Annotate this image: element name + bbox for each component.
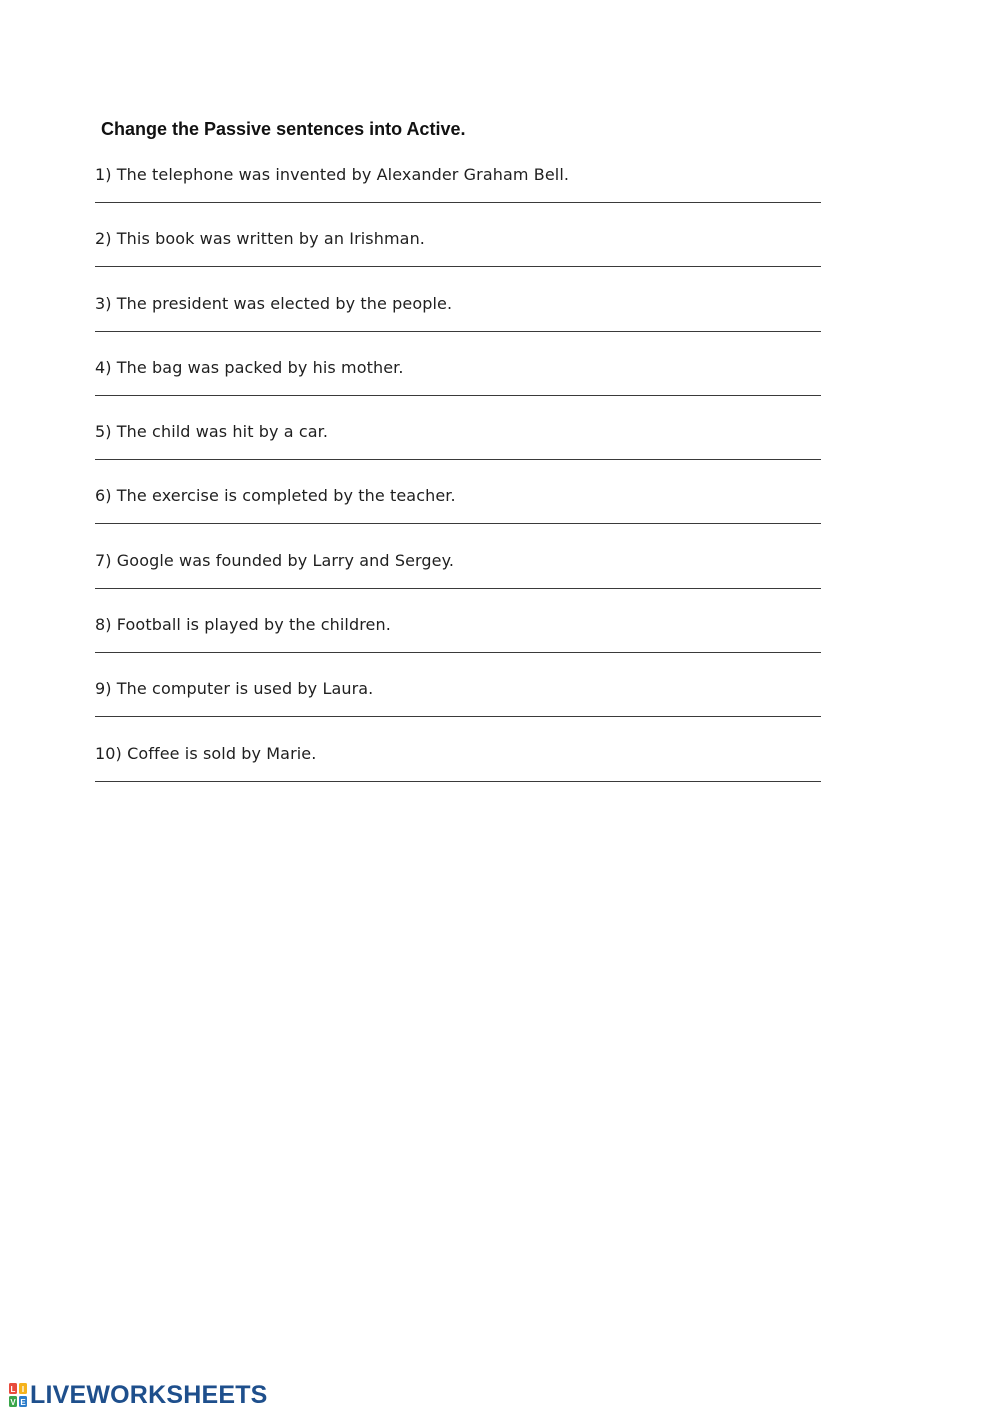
svg-text:I: I (21, 1385, 25, 1394)
question-list (95, 164, 821, 807)
question-text: 1) The telephone was invented by Alexander Graham Bell. (95, 165, 570, 184)
svg-text:E: E (20, 1398, 26, 1407)
question-item (95, 293, 821, 357)
question-text: 5) The child was hit by a car. (95, 422, 329, 442)
question-text: 9) The computer is used by Laura. (95, 679, 374, 699)
question-item (95, 228, 821, 292)
answer-line[interactable] (95, 588, 821, 589)
question-item (95, 678, 821, 742)
answer-line[interactable] (95, 716, 821, 717)
question-item (95, 421, 821, 485)
svg-text:L: L (10, 1385, 16, 1394)
question-item (95, 743, 821, 807)
answer-line[interactable] (95, 331, 821, 332)
liveworksheets-logo[interactable] (8, 1381, 268, 1409)
question-text: 4) The bag was packed by his mother. (95, 357, 404, 377)
answer-line[interactable] (95, 652, 821, 653)
question-item (95, 614, 821, 678)
question-text: 7) Google was founded by Larry and Sergey. (95, 550, 455, 570)
question-item (95, 485, 821, 549)
answer-line[interactable] (95, 781, 821, 782)
answer-line[interactable] (95, 395, 821, 396)
question-item (95, 357, 821, 421)
question-item (95, 550, 821, 614)
question-text: 2) This book was written by an Irishman. (95, 229, 425, 249)
question-text: 8) Football is played by the children. (95, 615, 391, 635)
answer-line[interactable] (95, 459, 821, 460)
answer-line[interactable] (95, 266, 821, 267)
question-text: 6) The exercise is completed by the teacher. (95, 486, 456, 506)
answer-line[interactable] (95, 523, 821, 524)
page-title: Change the Passive sentences into Active. (101, 119, 466, 139)
question-text: 3) The president was elected by the people. (95, 293, 453, 313)
svg-text:V: V (10, 1398, 16, 1407)
question-item (95, 164, 821, 228)
question-text: 10) Coffee is sold by Marie. (95, 743, 317, 763)
brand-name: LIVEWORKSHEETS (30, 1381, 268, 1409)
liveworksheets-blocks-icon (8, 1382, 28, 1408)
answer-line[interactable] (95, 202, 821, 203)
